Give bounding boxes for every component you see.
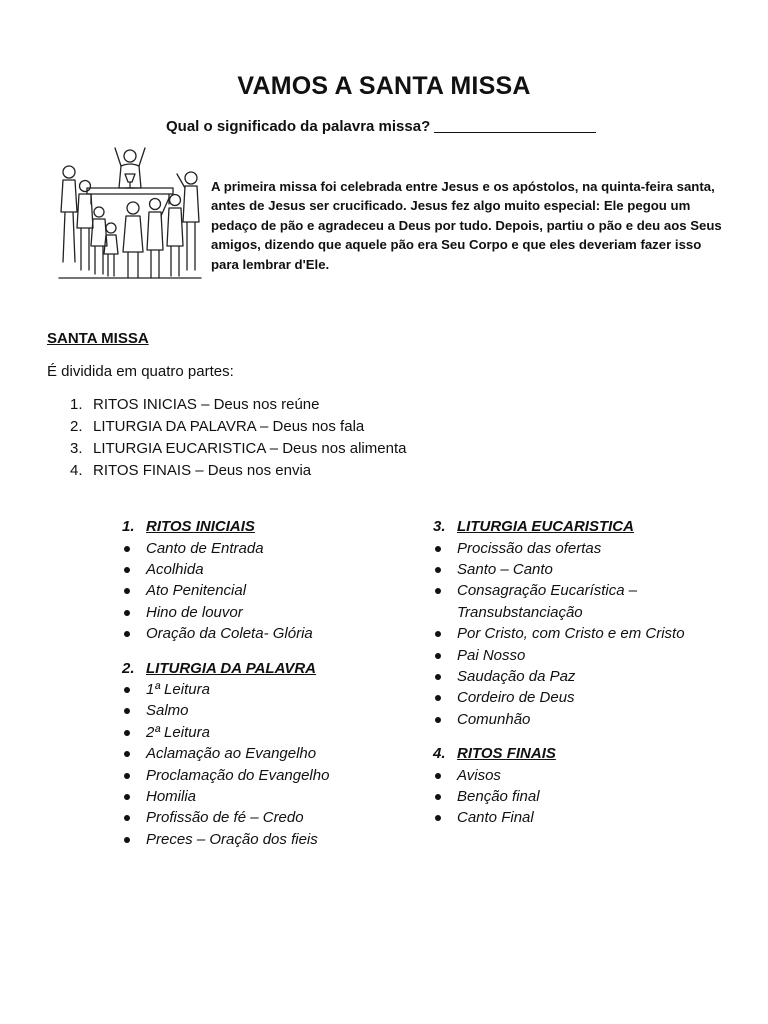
bullet-icon	[124, 588, 130, 594]
bullet-icon	[435, 631, 441, 637]
bullet-icon	[124, 794, 130, 800]
question-line	[166, 117, 596, 135]
list-item: Acolhida	[122, 559, 329, 580]
left-column	[122, 516, 329, 850]
bullet-icon	[435, 717, 441, 723]
list-item: 2ª Leitura	[122, 722, 329, 743]
bullet-icon	[435, 815, 441, 821]
bullet-list	[433, 538, 685, 731]
parts-list	[70, 394, 406, 482]
mass-illustration	[55, 142, 205, 282]
list-item: Por Cristo, com Cristo e em Cristo	[433, 623, 685, 644]
bullet-icon	[435, 773, 441, 779]
bullet-icon	[124, 837, 130, 843]
list-item: Cordeiro de Deus	[433, 687, 685, 708]
list-item: Salmo	[122, 700, 329, 721]
bullet-icon	[435, 794, 441, 800]
list-item-continuation: Transubstanciação	[457, 603, 583, 621]
list-item: Homilia	[122, 786, 329, 807]
bullet-icon	[124, 730, 130, 736]
list-item: Avisos	[433, 765, 685, 786]
bullet-icon	[124, 687, 130, 693]
question-text: Qual o significado da palavra missa?	[166, 118, 431, 135]
list-item: Pai Nosso	[433, 645, 685, 666]
page-title: VAMOS A SANTA MISSA	[237, 72, 531, 100]
bullet-icon	[124, 751, 130, 757]
bullet-icon	[124, 567, 130, 573]
bullet-icon	[124, 815, 130, 821]
bullet-icon	[435, 695, 441, 701]
bullet-list	[433, 765, 685, 829]
list-item: 1ª Leitura	[122, 679, 329, 700]
list-item: 2. LITURGIA DA PALAVRA – Deus nos fala	[70, 418, 365, 435]
list-item: Canto Final	[433, 807, 685, 828]
list-item: 4. RITOS FINAIS – Deus nos envia	[70, 462, 312, 479]
right-column	[433, 516, 685, 829]
list-item: 1. RITOS INICIAS – Deus nos reúne	[70, 396, 320, 413]
list-item: Benção final	[433, 786, 685, 807]
section-heading: 3. LITURGIA EUCARISTICA	[433, 518, 634, 535]
list-item: Preces – Oração dos fieis	[122, 829, 329, 850]
list-item: Oração da Coleta- Glória	[122, 623, 329, 644]
section-heading: 4. RITOS FINAIS	[433, 745, 556, 763]
bullet-icon	[124, 546, 130, 552]
list-item: Aclamação ao Evangelho	[122, 743, 329, 764]
answer-blank[interactable]	[434, 117, 596, 133]
list-item: Profissão de fé – Credo	[122, 807, 329, 828]
intro-paragraph: A primeira missa foi celebrada entre Jesus e os apóstolos, na quinta-feira santa, antes de Jesus ser crucificado. Jesus fez algo muito especial: Ele pegou um pedaço de pão e agradeceu a Deus por tudo. Depois, partiu o pão e deu aos Seus amigos, dizendo que aquele pão era Seu Corpo e que eles deveriam fazer isso para lembrar d'Ele.	[211, 179, 722, 272]
bullet-icon	[124, 708, 130, 714]
list-item: Saudação da Paz	[433, 666, 685, 687]
bullet-icon	[124, 631, 130, 637]
list-item: Canto de Entrada	[122, 538, 329, 559]
bullet-list	[122, 538, 329, 645]
bullet-icon	[124, 610, 130, 616]
list-item: Ato Penitencial	[122, 580, 329, 601]
list-item: Hino de louvor	[122, 602, 329, 623]
bullet-icon	[435, 567, 441, 573]
bullet-icon	[435, 674, 441, 680]
bullet-icon	[435, 588, 441, 594]
list-item: Consagração Eucarística –	[433, 580, 685, 601]
list-item: Proclamação do Evangelho	[122, 765, 329, 786]
list-item: Comunhão	[433, 709, 685, 730]
section-heading: 1. RITOS INICIAIS	[122, 518, 255, 535]
list-item: Procissão das ofertas	[433, 538, 685, 559]
bullet-icon	[124, 773, 130, 779]
list-item: Santo – Canto	[433, 559, 685, 580]
list-item: 3. LITURGIA EUCARISTICA – Deus nos alimenta	[70, 440, 407, 457]
bullet-list	[122, 679, 329, 850]
section-title: SANTA MISSA	[47, 330, 149, 347]
divided-text: É dividida em quatro partes:	[47, 363, 234, 380]
section-heading: 2. LITURGIA DA PALAVRA	[122, 659, 316, 677]
bullet-icon	[435, 653, 441, 659]
bullet-icon	[435, 546, 441, 552]
